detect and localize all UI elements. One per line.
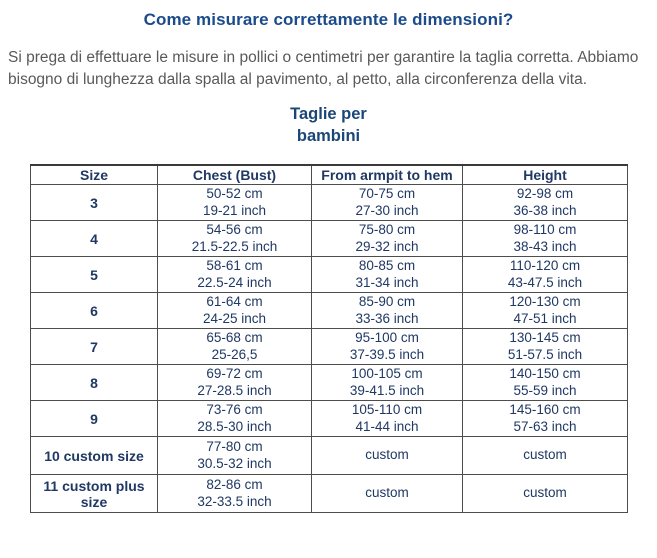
size-table (30, 164, 628, 513)
section-heading (0, 103, 657, 147)
size-cell: 10 custom size (31, 437, 158, 475)
table-row (31, 185, 628, 221)
height-cell: 130-145 cm 51-57.5 inch (463, 329, 628, 365)
armpit-cell: custom (312, 475, 463, 513)
armpit-cell: 75-80 cm 29-32 inch (312, 221, 463, 257)
armpit-cell: 80-85 cm 31-34 inch (312, 257, 463, 293)
armpit-cell: 105-110 cm 41-44 inch (312, 401, 463, 437)
intro-paragraph: Si prega di effettuare le misure in pollici o centimetri per garantire la taglia corretta. Abbiamo bisogno di lunghezza dalla spalla al pavimento, al petto, alla circonferenza della vita. (8, 49, 639, 88)
size-cell: 4 (31, 221, 158, 257)
size-cell: 5 (31, 257, 158, 293)
size-cell: 6 (31, 293, 158, 329)
armpit-cell: custom (312, 437, 463, 475)
table-row (31, 401, 628, 437)
size-guide-page (0, 10, 657, 558)
height-cell: custom (463, 475, 628, 513)
armpit-cell: 85-90 cm 33-36 inch (312, 293, 463, 329)
section-heading-line2: bambini (296, 127, 361, 145)
section-heading-line1: Taglie per (290, 105, 367, 123)
table-row (31, 365, 628, 401)
page-title: Come misurare correttamente le dimensioni? (143, 10, 514, 29)
chest-cell: 61-64 cm 24-25 inch (158, 293, 312, 329)
table-header-row (31, 165, 628, 185)
table-row (31, 257, 628, 293)
col-header-chest: Chest (Bust) (158, 165, 312, 185)
height-cell: 145-160 cm 57-63 inch (463, 401, 628, 437)
size-cell: 11 custom plus size (31, 475, 158, 513)
size-cell: 7 (31, 329, 158, 365)
height-cell: 98-110 cm 38-43 inch (463, 221, 628, 257)
chest-cell: 77-80 cm 30.5-32 inch (158, 437, 312, 475)
chest-cell: 82-86 cm 32-33.5 inch (158, 475, 312, 513)
chest-cell: 69-72 cm 27-28.5 inch (158, 365, 312, 401)
col-header-armpit-to-hem: From armpit to hem (312, 165, 463, 185)
chest-cell: 65-68 cm 25-26,5 (158, 329, 312, 365)
size-cell: 8 (31, 365, 158, 401)
height-cell: 110-120 cm 43-47.5 inch (463, 257, 628, 293)
chest-cell: 50-52 cm 19-21 inch (158, 185, 312, 221)
table-row-custom-size (31, 437, 628, 475)
height-cell: 120-130 cm 47-51 inch (463, 293, 628, 329)
table-row (31, 329, 628, 365)
size-cell: 3 (31, 185, 158, 221)
chest-cell: 73-76 cm 28.5-30 inch (158, 401, 312, 437)
table-row (31, 293, 628, 329)
table-row-custom-plus-size (31, 475, 628, 513)
size-cell: 9 (31, 401, 158, 437)
chest-cell: 54-56 cm 21.5-22.5 inch (158, 221, 312, 257)
height-cell: 92-98 cm 36-38 inch (463, 185, 628, 221)
armpit-cell: 95-100 cm 37-39.5 inch (312, 329, 463, 365)
armpit-cell: 100-105 cm 39-41.5 inch (312, 365, 463, 401)
chest-cell: 58-61 cm 22.5-24 inch (158, 257, 312, 293)
col-header-height: Height (463, 165, 628, 185)
height-cell: 140-150 cm 55-59 inch (463, 365, 628, 401)
armpit-cell: 70-75 cm 27-30 inch (312, 185, 463, 221)
height-cell: custom (463, 437, 628, 475)
col-header-size: Size (31, 165, 158, 185)
table-row (31, 221, 628, 257)
